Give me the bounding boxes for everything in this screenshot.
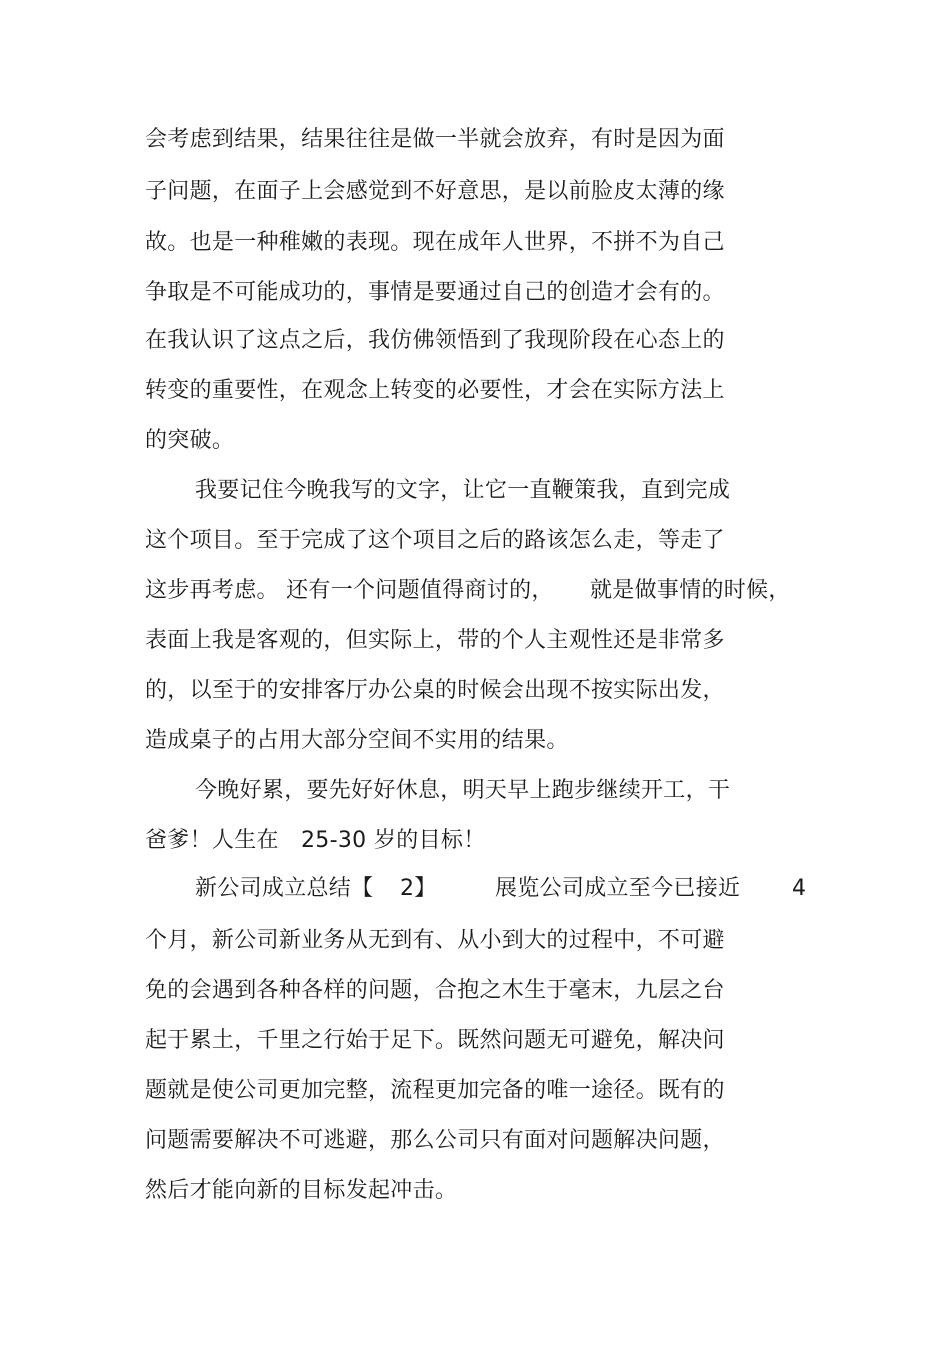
text-line-20: 题就是使公司更加完整，流程更加完备的唯一途径。既有的	[145, 1078, 725, 1103]
text-line-4: 争取是不可能成功的，事情是要通过自己的创造才会有的。	[145, 280, 725, 305]
text-line-9: 这个项目。至于完成了这个项目之后的路该怎么走，等走了	[145, 528, 725, 553]
text-line-16-part-1: 新公司成立总结【	[195, 876, 374, 901]
text-line-1: 会考虑到结果，结果往往是做一半就会放弃，有时是因为面	[145, 127, 725, 152]
text-line-19: 起于累土，千里之行始于足下。既然问题无可避免，解决问	[145, 1028, 725, 1053]
text-line-6: 转变的重要性，在观念上转变的必要性，才会在实际方法上	[145, 378, 725, 403]
text-line-2: 子问题，在面子上会感觉到不好意思，是以前脸皮太薄的缘	[145, 179, 725, 204]
text-line-5: 在我认识了这点之后，我仿佛领悟到了我现阶段在心态上的	[145, 328, 725, 353]
text-line-10-part-2: 就是做事情的时候，	[590, 578, 791, 603]
text-line-15-part-1: 爸爹！人生在	[145, 828, 279, 853]
text-line-3: 故。也是一种稚嫩的表现。现在成年人世界，不拼不为自己	[145, 230, 725, 255]
text-line-16-part-2: 2】	[400, 876, 437, 901]
text-line-18: 免的会遇到各种各样的问题，合抱之木生于毫末，九层之台	[145, 978, 725, 1003]
text-line-16-part-4: 4	[792, 876, 807, 901]
text-line-13: 造成桌子的占用大部分空间不实用的结果。	[145, 728, 569, 753]
text-line-15	[145, 826, 545, 856]
text-line-21: 问题需要解决不可逃避，那么公司只有面对问题解决问题，	[145, 1128, 725, 1153]
text-line-15-part-2: 25-30	[301, 828, 367, 853]
text-line-10	[145, 576, 795, 606]
text-line-14: 今晚好累，要先好好休息，明天早上跑步继续开工，干	[195, 778, 731, 803]
text-line-16-part-3: 展览公司成立至今已接近	[495, 876, 741, 901]
text-line-7: 的突破。	[145, 428, 235, 453]
text-line-15-part-3: 岁的目标！	[374, 828, 486, 853]
text-line-11: 表面上我是客观的，但实际上，带的个人主观性还是非常多	[145, 628, 725, 653]
text-line-17: 个月，新公司新业务从无到有、从小到大的过程中，不可避	[145, 928, 725, 953]
text-line-16	[195, 874, 815, 904]
text-line-22: 然后才能向新的目标发起冲击。	[145, 1178, 458, 1203]
text-line-8: 我要记住今晚我写的文字，让它一直鞭策我，直到完成	[195, 478, 731, 503]
text-line-10-part-1: 这步再考虑。 还有一个问题值得商讨的，	[145, 578, 554, 603]
text-line-12: 的，以至于的安排客厅办公桌的时候会出现不按实际出发，	[145, 678, 725, 703]
